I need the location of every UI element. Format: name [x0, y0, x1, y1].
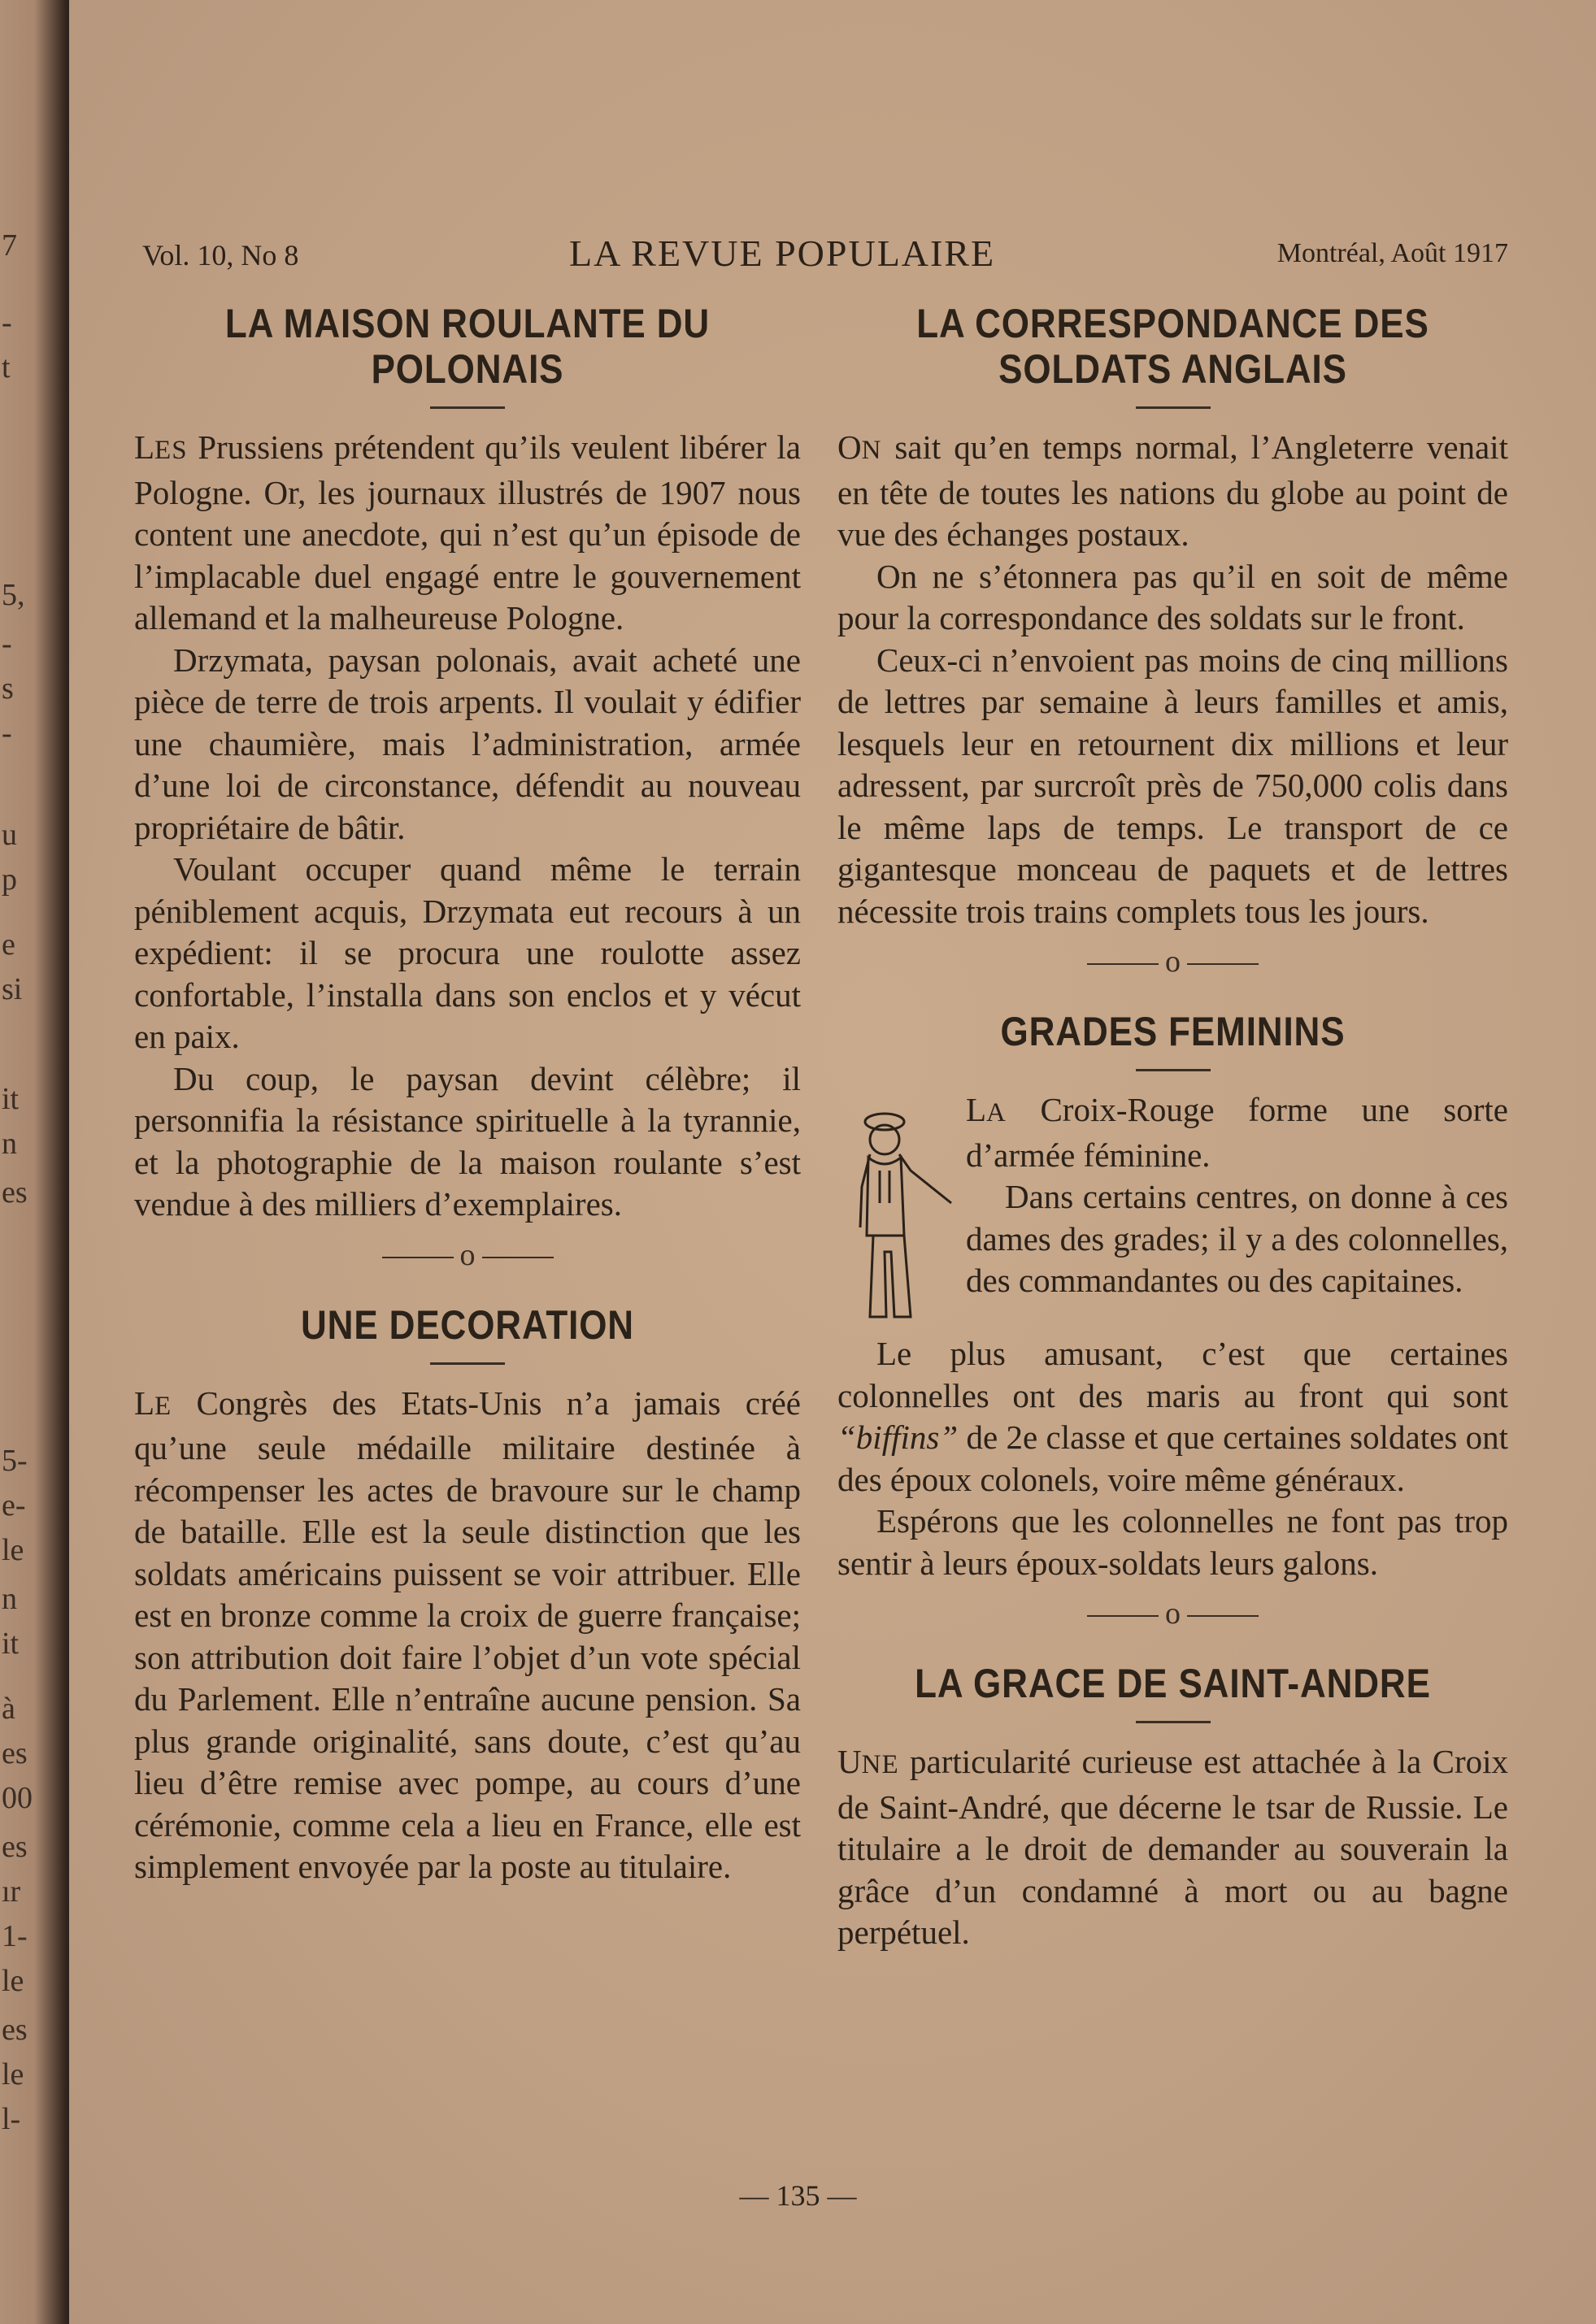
soldier-illustration — [837, 1089, 959, 1333]
margin-fragment: - — [2, 306, 12, 340]
small-caps: ES — [154, 436, 188, 465]
margin-fragment: s — [2, 671, 14, 706]
margin-fragment: e- — [2, 1488, 26, 1523]
drop-cap: L — [966, 1091, 987, 1128]
margin-fragment: - — [2, 627, 12, 661]
paragraph-4: Espérons que les colonnelles ne font pas trop sentir à leurs époux-soldats leurs galons. — [837, 1502, 1508, 1582]
small-caps: E — [154, 1391, 172, 1421]
paragraph-3: Ceux-ci n’envoient pas moins de cinq millions de lettres par semaine à leurs familles et amis, lesquels leur en retournent dix millions et leur adressent, par surcroît près de 750,000 colis dans le même laps de temps. Le transport de ce gigantesque monceau de paquets et de lettres nécessite trois trains complets tous les jours. — [837, 641, 1508, 930]
small-caps: A — [986, 1098, 1007, 1127]
margin-fragment: 5, — [2, 578, 25, 612]
title-line-1: LA MAISON ROULANTE DU — [224, 301, 711, 346]
margin-fragment: e — [2, 927, 15, 962]
margin-fragment: le — [2, 1533, 24, 1567]
margin-fragment: l- — [2, 2102, 21, 2136]
margin-fragment: si — [2, 972, 23, 1006]
paragraph-4: Du coup, le paysan devint célèbre; il personnifia la résistance spirituelle à la tyrannie, et la photographie de la maison roulante s’est vendue à des milliers d’exemplaires. — [134, 1059, 801, 1223]
article-correspondance — [837, 301, 1508, 932]
margin-fragment: es — [2, 1830, 28, 1864]
margin-fragment: t — [2, 350, 11, 384]
margin-fragment: le — [2, 2057, 24, 2092]
paragraph-1 — [134, 1383, 801, 1888]
margin-fragment: it — [2, 1082, 20, 1116]
previous-page-margin — [0, 228, 33, 2178]
paragraph-text: sait qu’en temps normal, l’Angleterre venait en tête de toutes les nations du globe au point de vue des échanges postaux. — [837, 428, 1508, 553]
article-title: UNE DECORATION — [301, 1301, 634, 1348]
volume-number: Vol. 10, No 8 — [142, 239, 299, 271]
article-title: GRADES FEMININS — [1000, 1009, 1346, 1054]
margin-fragment: n — [2, 1582, 17, 1616]
italic-term: “biffins” — [837, 1418, 959, 1456]
title-rule — [430, 1362, 505, 1365]
paragraph-text: Congrès des Etats-Unis n’a jamais créé qu’une seule médaille militaire destinée à récompenser les actes de bravoure sur le champ de bataille. Elle est la seule distinction que les soldats américains puissent se voir attribuer. Elle est en bronze comme la croix de guerre française; son attribution doit faire l’objet d’un vote spécial du Parlement. Elle n’entraîne aucune pension. Sa plus grande originalité, sans doute, c’est qu’au lieu d’être remise avec pompe, au cours d’une cérémonie, comme cela a lieu en France, elle est simplement envoyée par la poste au titulaire. — [134, 1384, 801, 1885]
margin-fragment: it — [2, 1627, 20, 1661]
title-rule — [430, 406, 505, 409]
right-column — [837, 301, 1508, 1954]
title-rule — [1136, 1721, 1211, 1723]
paragraph-1 — [837, 1741, 1508, 1954]
article-grades-feminins — [837, 1009, 1508, 1584]
article-title — [878, 301, 1468, 392]
paragraph-1 — [837, 427, 1508, 556]
article-maison-roulante — [134, 301, 801, 1226]
article-title — [174, 301, 761, 392]
margin-fragment: le — [2, 1964, 24, 1998]
title-line-2: POLONAIS — [371, 346, 564, 392]
title-line-1: LA CORRESPONDANCE DES — [916, 301, 1429, 346]
left-column — [134, 301, 801, 1888]
paragraph-2: Dans certains centres, on donne à ces dames des grades; il y a des colonnelles, des commandantes ou des capitaines. — [966, 1178, 1508, 1299]
paragraph-text: Croix-Rouge forme une sorte d’armée féminine. — [966, 1091, 1508, 1174]
section-separator: o — [837, 944, 1508, 980]
article-grace-saint-andre — [837, 1661, 1508, 1954]
paragraph-2: Drzymata, paysan polonais, avait acheté une pièce de terre de trois arpents. Il voulait y édifier une chaumière, mais l’administration, armée d’une loi de circonstance, défendit au nouveau propriétaire de bâtir. — [134, 641, 801, 846]
margin-fragment: 5- — [2, 1444, 28, 1478]
drop-cap: L — [134, 1384, 155, 1422]
margin-fragment: u — [2, 818, 17, 852]
drop-cap: O — [837, 428, 862, 466]
paragraph-3: Le plus amusant, c’est que certaines colonnelles ont des maris au front qui sont “biffins” de 2e classe et que certaines soldates ont des époux colonels, voire même généraux. — [837, 1335, 1508, 1498]
small-caps: NE — [861, 1750, 899, 1779]
page-header — [142, 232, 1508, 280]
margin-fragment: - — [2, 716, 12, 750]
article-decoration — [134, 1302, 801, 1888]
paragraph-2: On ne s’étonnera pas qu’il en soit de même pour la correspondance des soldats sur le front. — [837, 557, 1508, 636]
publication-title: LA REVUE POPULAIRE — [569, 232, 996, 274]
section-separator: o — [134, 1237, 801, 1273]
paragraph-text: particularité curieuse est attachée à la Croix de Saint-André, que décerne le tsar de Russie. Le titulaire a le droit de demander au souverain la grâce d’un condamné à mort ou au bagne perpétuel. — [837, 1743, 1508, 1951]
margin-fragment: n — [2, 1127, 17, 1161]
margin-fragment: es — [2, 1175, 28, 1210]
margin-fragment: 1- — [2, 1919, 28, 1953]
article-title: LA GRACE DE SAINT-ANDRE — [915, 1661, 1431, 1706]
margin-fragment: p — [2, 862, 17, 897]
small-caps: N — [861, 436, 882, 465]
page-number: — 135 — — [739, 2179, 857, 2212]
margin-fragment: es — [2, 1736, 28, 1770]
margin-fragment: ır — [2, 1874, 21, 1909]
drop-cap: U — [837, 1743, 862, 1780]
margin-fragment: es — [2, 2013, 28, 2047]
paragraph-text: Prussiens prétendent qu’ils veulent libérer la Pologne. Or, les journaux illustrés de 1907 nous content une anecdote, qui n’est qu’un épisode de l’implacable duel engagé entre le gouvernement allemand et la malheureuse Pologne. — [134, 428, 801, 636]
margin-fragment: 7 — [2, 228, 17, 263]
dateline: Montréal, Août 1917 — [1276, 238, 1508, 268]
paragraph-1 — [134, 427, 801, 640]
title-rule — [1136, 1069, 1211, 1071]
drop-cap: L — [134, 428, 155, 466]
paragraph-3: Voulant occuper quand même le terrain péniblement acquis, Drzymata eut recours à un expédient: il se procura une roulotte assez confortable, l’installa dans son enclos et y vécut en paix. — [134, 850, 801, 1055]
title-line-2: SOLDATS ANGLAIS — [998, 346, 1347, 392]
section-separator: o — [837, 1596, 1508, 1631]
margin-fragment: à — [2, 1692, 15, 1726]
title-rule — [1136, 406, 1211, 409]
margin-fragment: 00 — [2, 1781, 33, 1815]
